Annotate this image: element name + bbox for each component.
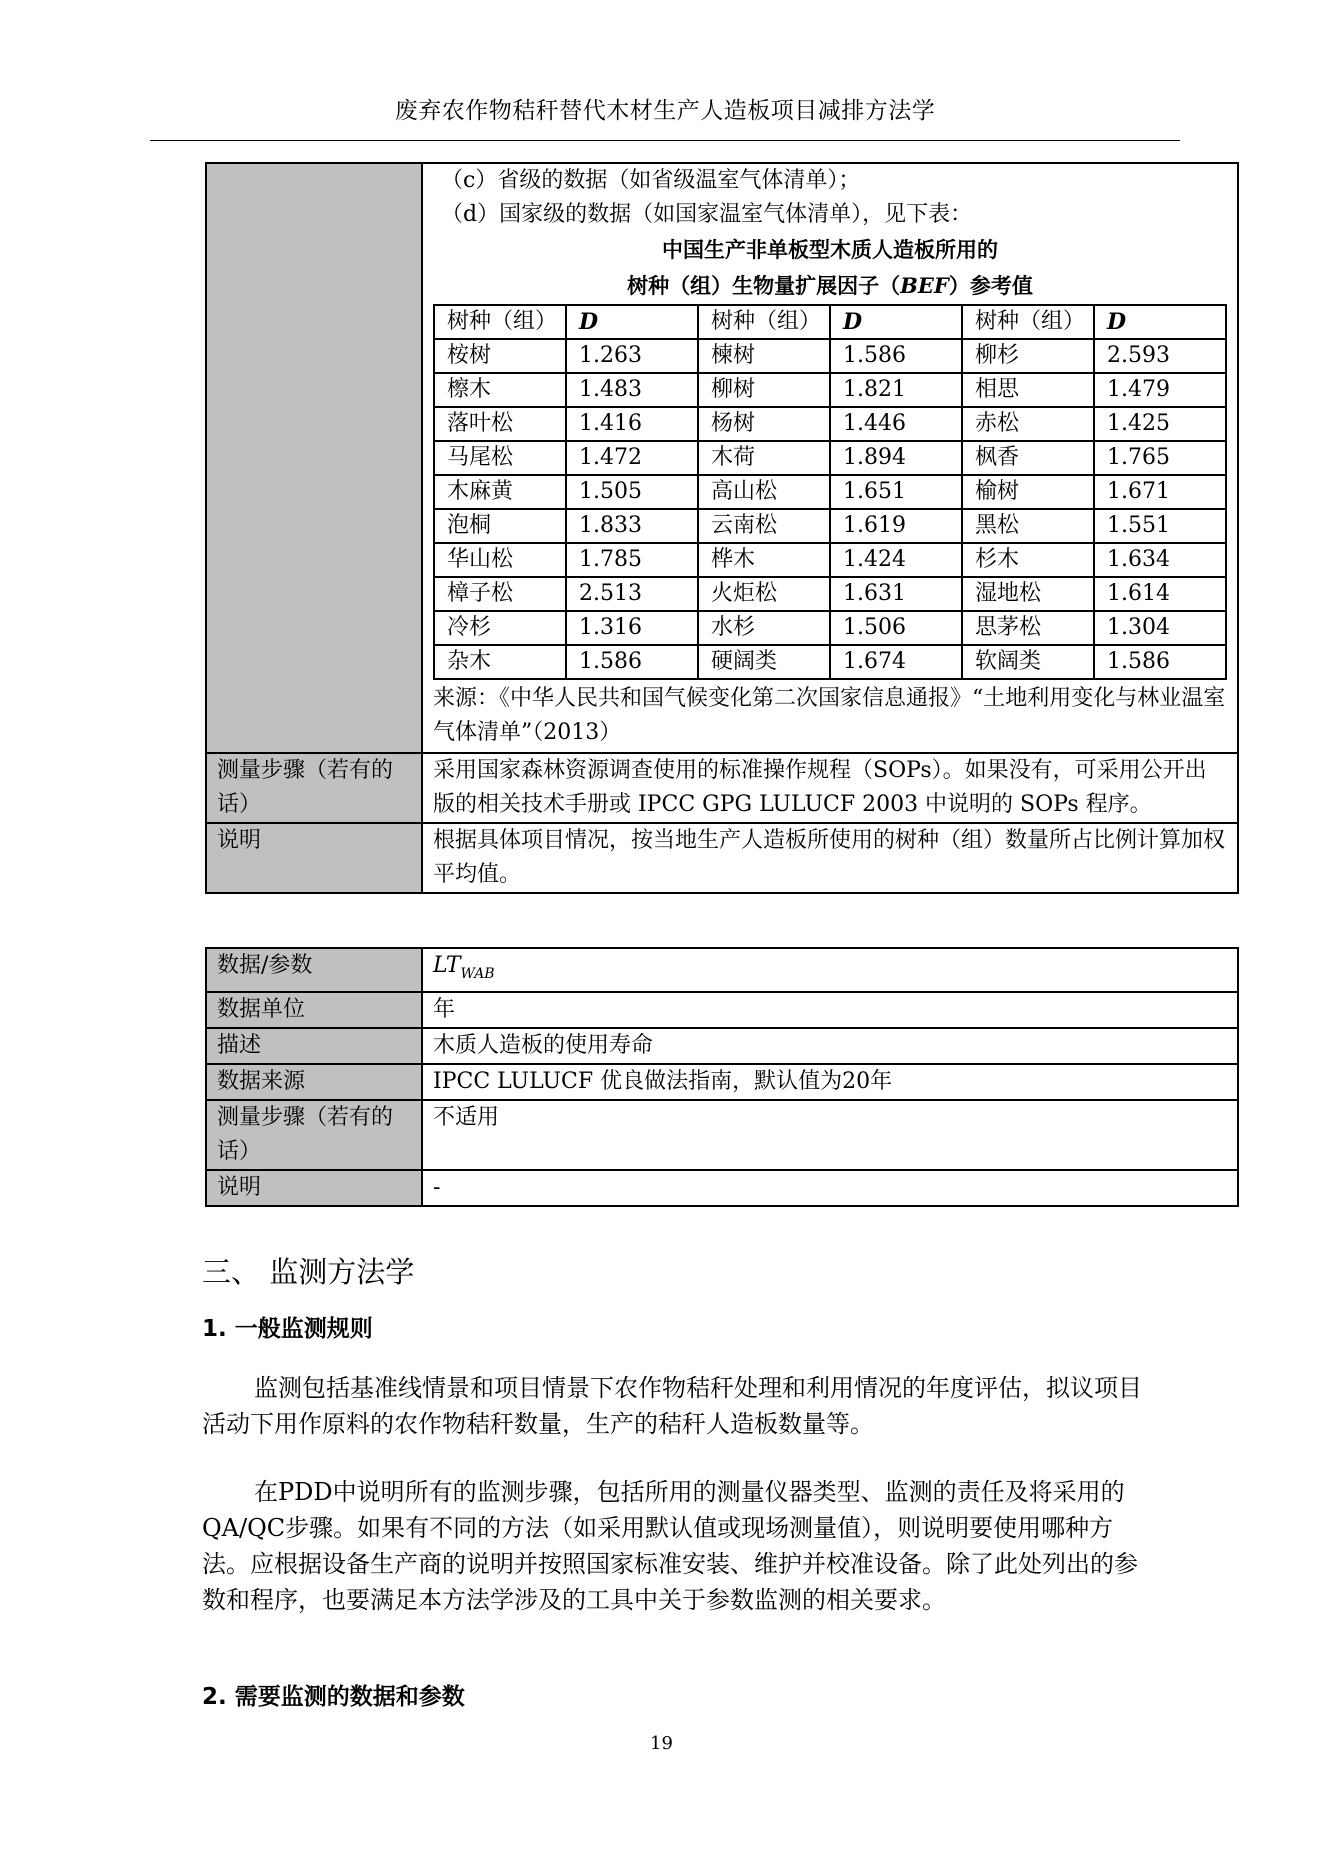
species-cell: 水杉 bbox=[698, 611, 830, 645]
ref-header-d: D bbox=[1094, 305, 1226, 339]
species-cell: 木麻黄 bbox=[434, 475, 566, 509]
bef-reference-table bbox=[433, 304, 1227, 680]
bef-value-cell: 1.263 bbox=[566, 339, 698, 373]
procedure-label: 测量步骤（若有的话） bbox=[206, 753, 422, 823]
species-cell: 檫木 bbox=[434, 373, 566, 407]
ref-table-row bbox=[434, 611, 1226, 645]
ref-table-row bbox=[434, 441, 1226, 475]
description-label: 描述 bbox=[206, 1028, 422, 1064]
bef-value-cell: 1.304 bbox=[1094, 611, 1226, 645]
species-cell: 泡桐 bbox=[434, 509, 566, 543]
ref-header-species: 树种（组） bbox=[698, 305, 830, 339]
bef-value-cell: 1.446 bbox=[830, 407, 962, 441]
ref-header-d: D bbox=[830, 305, 962, 339]
note-text: 根据具体项目情况，按当地生产人造板所使用的树种（组）数量所占比例计算加权平均值。 bbox=[422, 823, 1238, 893]
species-cell: 桉树 bbox=[434, 339, 566, 373]
note-value-2: - bbox=[422, 1170, 1238, 1206]
species-cell: 木荷 bbox=[698, 441, 830, 475]
value-cell-reference bbox=[422, 163, 1238, 753]
species-cell: 黑松 bbox=[962, 509, 1094, 543]
bef-value-cell: 1.586 bbox=[830, 339, 962, 373]
ref-table-row bbox=[434, 509, 1226, 543]
bef-value-cell: 1.894 bbox=[830, 441, 962, 475]
bef-value-cell: 1.479 bbox=[1094, 373, 1226, 407]
paragraph-1: 监测包括基准线情景和项目情景下农作物秸秆处理和利用情况的年度评估，拟议项目活动下用作原料的农作物秸秆数量，生产的秸秆人造板数量等。 bbox=[202, 1374, 1142, 1438]
bef-symbol: BEF bbox=[900, 273, 949, 298]
species-cell: 杂木 bbox=[434, 645, 566, 679]
ref-table-row bbox=[434, 407, 1226, 441]
bef-value-cell: 1.505 bbox=[566, 475, 698, 509]
bef-value-cell: 1.506 bbox=[830, 611, 962, 645]
ref-table-title-2: 树种（组）生物量扩展因子（BEF）参考值 bbox=[627, 273, 1033, 298]
bef-value-cell: 1.631 bbox=[830, 577, 962, 611]
bef-value-cell: 1.483 bbox=[566, 373, 698, 407]
ref-header-d: D bbox=[566, 305, 698, 339]
species-cell: 思茅松 bbox=[962, 611, 1094, 645]
species-cell: 赤松 bbox=[962, 407, 1094, 441]
ref-table-title-1: 中国生产非单板型木质人造板所用的 bbox=[662, 238, 998, 262]
species-cell: 枫香 bbox=[962, 441, 1094, 475]
note-label: 说明 bbox=[206, 823, 422, 893]
bef-value-cell: 1.619 bbox=[830, 509, 962, 543]
species-cell: 杨树 bbox=[698, 407, 830, 441]
bef-value-cell: 2.593 bbox=[1094, 339, 1226, 373]
note-label-2: 说明 bbox=[206, 1170, 422, 1206]
species-cell: 华山松 bbox=[434, 543, 566, 577]
param-value: $LT_{WAB}$ bbox=[422, 948, 1238, 992]
bef-value-cell: 1.785 bbox=[566, 543, 698, 577]
ref-table-row bbox=[434, 577, 1226, 611]
ref-table-row bbox=[434, 645, 1226, 679]
subsection-title-1: 1. 一般监测规则 bbox=[202, 1316, 373, 1342]
species-cell: 冷杉 bbox=[434, 611, 566, 645]
unit-value: 年 bbox=[422, 992, 1238, 1028]
ref-table-row bbox=[434, 475, 1226, 509]
bef-value-cell: 1.833 bbox=[566, 509, 698, 543]
intro-line-c: （c）省级的数据（如省级温室气体清单）； bbox=[441, 168, 861, 193]
species-cell: 落叶松 bbox=[434, 407, 566, 441]
species-cell: 高山松 bbox=[698, 475, 830, 509]
bef-value-cell: 1.765 bbox=[1094, 441, 1226, 475]
species-cell: 云南松 bbox=[698, 509, 830, 543]
bef-value-cell: 1.651 bbox=[830, 475, 962, 509]
species-cell: 柳杉 bbox=[962, 339, 1094, 373]
page-number: 19 bbox=[650, 1733, 673, 1754]
bef-value-cell: 1.472 bbox=[566, 441, 698, 475]
species-cell: 软阔类 bbox=[962, 645, 1094, 679]
species-cell: 楝树 bbox=[698, 339, 830, 373]
label-cell-empty bbox=[206, 163, 422, 753]
procedure-value-2: 不适用 bbox=[422, 1100, 1238, 1170]
ref-table-row bbox=[434, 373, 1226, 407]
ref-header-species: 树种（组） bbox=[962, 305, 1094, 339]
intro-line-d: （d）国家级的数据（如国家温室气体清单），见下表： bbox=[441, 202, 973, 227]
page-header: 废弃农作物秸秆替代木材生产人造板项目减排方法学 bbox=[394, 98, 936, 124]
section-title: 三、 监测方法学 bbox=[202, 1255, 415, 1289]
bef-value-cell: 1.671 bbox=[1094, 475, 1226, 509]
bef-value-cell: 1.674 bbox=[830, 645, 962, 679]
header-rule bbox=[150, 140, 1180, 141]
parameter-table-ltwab bbox=[205, 947, 1239, 1207]
bef-value-cell: 2.513 bbox=[566, 577, 698, 611]
bef-value-cell: 1.424 bbox=[830, 543, 962, 577]
procedure-label-2: 测量步骤（若有的话） bbox=[206, 1100, 422, 1170]
species-cell: 樟子松 bbox=[434, 577, 566, 611]
param-label: 数据/参数 bbox=[206, 948, 422, 992]
unit-label: 数据单位 bbox=[206, 992, 422, 1028]
species-cell: 柳树 bbox=[698, 373, 830, 407]
ref-table-row bbox=[434, 543, 1226, 577]
ref-header-species: 树种（组） bbox=[434, 305, 566, 339]
procedure-text: 采用国家森林资源调查使用的标准操作规程（SOPs）。如果没有，可采用公开出版的相关技术手册或 IPCC GPG LULUCF 2003 中说明的 SOPs 程序。 bbox=[422, 753, 1238, 823]
species-cell: 桦木 bbox=[698, 543, 830, 577]
bef-value-cell: 1.586 bbox=[1094, 645, 1226, 679]
bef-value-cell: 1.425 bbox=[1094, 407, 1226, 441]
species-cell: 相思 bbox=[962, 373, 1094, 407]
species-cell: 火炬松 bbox=[698, 577, 830, 611]
subsection-title-2: 2. 需要监测的数据和参数 bbox=[202, 1684, 465, 1710]
source-label: 数据来源 bbox=[206, 1064, 422, 1100]
bef-value-cell: 1.821 bbox=[830, 373, 962, 407]
source-note: 来源：《中华人民共和国气候变化第二次国家信息通报》“土地利用变化与林业温室气体清单”（2013） bbox=[433, 686, 1226, 745]
bef-value-cell: 1.316 bbox=[566, 611, 698, 645]
bef-value-cell: 1.634 bbox=[1094, 543, 1226, 577]
bef-value-cell: 1.551 bbox=[1094, 509, 1226, 543]
bef-value-cell: 1.614 bbox=[1094, 577, 1226, 611]
bef-value-cell: 1.586 bbox=[566, 645, 698, 679]
paragraph-2: 在PDD中说明所有的监测步骤，包括所用的测量仪器类型、监测的责任及将采用的QA/QC步骤。如果有不同的方法（如采用默认值或现场测量值），则说明要使用哪种方法。应根据设备生产商的说明并按照国家标准安装、维护并校准设备。除了此处列出的参数和程序，也要满足本方法学涉及的工具中关于参数监测的相关要求。 bbox=[202, 1478, 1138, 1614]
description-value: 木质人造板的使用寿命 bbox=[422, 1028, 1238, 1064]
ref-table-header-row bbox=[434, 305, 1226, 339]
source-value: IPCC LULUCF 优良做法指南，默认值为20年 bbox=[422, 1064, 1238, 1100]
parameter-table-bef bbox=[205, 162, 1239, 894]
species-cell: 榆树 bbox=[962, 475, 1094, 509]
species-cell: 马尾松 bbox=[434, 441, 566, 475]
species-cell: 硬阔类 bbox=[698, 645, 830, 679]
species-cell: 杉木 bbox=[962, 543, 1094, 577]
ref-table-row bbox=[434, 339, 1226, 373]
species-cell: 湿地松 bbox=[962, 577, 1094, 611]
bef-value-cell: 1.416 bbox=[566, 407, 698, 441]
